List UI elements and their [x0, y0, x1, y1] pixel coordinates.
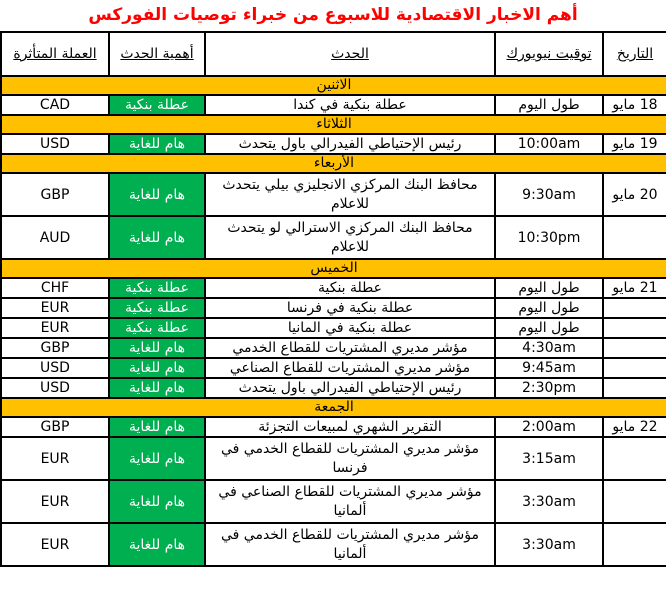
event-cell: عطلة بنكية في فرنسا [205, 298, 495, 318]
date-cell [603, 216, 666, 259]
time-cell: 10:30pm [495, 216, 603, 259]
currency-cell: CHF [1, 278, 109, 298]
date-cell [603, 338, 666, 358]
date-cell [603, 318, 666, 338]
currency-cell: AUD [1, 216, 109, 259]
time-cell: 4:30am [495, 338, 603, 358]
currency-cell: GBP [1, 173, 109, 216]
day-label: الأربعاء [1, 154, 666, 173]
header-row [1, 32, 666, 76]
time-cell: 9:45am [495, 358, 603, 378]
table-row [1, 437, 666, 480]
day-row [1, 259, 666, 278]
event-cell: عطلة بنكية في كندا [205, 95, 495, 115]
importance-badge: هام للغاية [109, 338, 205, 358]
table-row [1, 216, 666, 259]
time-cell: طول اليوم [495, 95, 603, 115]
page-title: أهم الاخبار الاقتصادية للاسبوع من خبراء توصيات الفوركس [88, 5, 578, 25]
date-cell [603, 437, 666, 480]
event-cell: التقرير الشهري لمبيعات التجزئة [205, 417, 495, 437]
date-cell [603, 358, 666, 378]
header-ny-time: توقيت نيويورك [495, 32, 603, 76]
day-label: الثلاثاء [1, 115, 666, 134]
event-cell: مؤشر مديري المشتريات للقطاع الصناعي في ألمانيا [205, 480, 495, 523]
importance-badge: هام للغاية [109, 417, 205, 437]
day-row [1, 398, 666, 417]
currency-cell: USD [1, 358, 109, 378]
event-cell: رئيس الإحتياطي الفيدرالي باول يتحدث [205, 378, 495, 398]
currency-cell: CAD [1, 95, 109, 115]
time-cell: 2:30pm [495, 378, 603, 398]
economic-calendar-table [0, 31, 666, 567]
table-row [1, 278, 666, 298]
importance-badge: هام للغاية [109, 173, 205, 216]
currency-cell: EUR [1, 437, 109, 480]
day-label: الاثنين [1, 76, 666, 95]
date-cell: 21 مايو [603, 278, 666, 298]
time-cell: طول اليوم [495, 318, 603, 338]
currency-cell: EUR [1, 298, 109, 318]
date-cell: 18 مايو [603, 95, 666, 115]
event-cell: مؤشر مديري المشتريات للقطاع الخدمي في فرنسا [205, 437, 495, 480]
currency-cell: USD [1, 134, 109, 154]
importance-badge: هام للغاية [109, 216, 205, 259]
currency-cell: EUR [1, 318, 109, 338]
importance-badge: عطلة بنكية [109, 318, 205, 338]
importance-badge: عطلة بنكية [109, 95, 205, 115]
header-date: التاريخ [603, 32, 666, 76]
importance-badge: هام للغاية [109, 358, 205, 378]
table-body [1, 76, 666, 566]
time-cell: طول اليوم [495, 298, 603, 318]
event-cell: مؤشر مديري المشتريات للقطاع الصناعي [205, 358, 495, 378]
day-row [1, 115, 666, 134]
date-cell [603, 523, 666, 566]
date-cell: 22 مايو [603, 417, 666, 437]
currency-cell: USD [1, 378, 109, 398]
time-cell: 3:30am [495, 480, 603, 523]
table-row [1, 523, 666, 566]
event-cell: محافظ البنك المركزي الاسترالي لو يتحدث للاعلام [205, 216, 495, 259]
event-cell: مؤشر مديري المشتريات للقطاع الخدمي [205, 338, 495, 358]
date-cell [603, 298, 666, 318]
event-cell: محافظ البنك المركزي الانجليزي بيلي يتحدث للاعلام [205, 173, 495, 216]
header-event: الحدث [205, 32, 495, 76]
time-cell: 9:30am [495, 173, 603, 216]
date-cell [603, 480, 666, 523]
currency-cell: EUR [1, 480, 109, 523]
importance-badge: عطلة بنكية [109, 278, 205, 298]
table-row [1, 358, 666, 378]
importance-badge: هام للغاية [109, 378, 205, 398]
currency-cell: GBP [1, 417, 109, 437]
currency-cell: EUR [1, 523, 109, 566]
day-row [1, 154, 666, 173]
day-label: الخميس [1, 259, 666, 278]
day-row [1, 76, 666, 95]
importance-badge: عطلة بنكية [109, 298, 205, 318]
table-row [1, 134, 666, 154]
event-cell: مؤشر مديري المشتريات للقطاع الخدمي في ألمانيا [205, 523, 495, 566]
importance-badge: هام للغاية [109, 437, 205, 480]
table-row [1, 173, 666, 216]
date-cell: 19 مايو [603, 134, 666, 154]
event-cell: عطلة بنكية [205, 278, 495, 298]
table-row [1, 338, 666, 358]
table-row [1, 378, 666, 398]
time-cell: 2:00am [495, 417, 603, 437]
time-cell: طول اليوم [495, 278, 603, 298]
date-cell: 20 مايو [603, 173, 666, 216]
time-cell: 3:30am [495, 523, 603, 566]
importance-badge: هام للغاية [109, 480, 205, 523]
event-cell: عطلة بنكية في المانيا [205, 318, 495, 338]
importance-badge: هام للغاية [109, 134, 205, 154]
day-label: الجمعة [1, 398, 666, 417]
event-cell: رئيس الإحتياطي الفيدرالي باول يتحدث [205, 134, 495, 154]
table-row [1, 318, 666, 338]
table-row [1, 298, 666, 318]
importance-badge: هام للغاية [109, 523, 205, 566]
table-row [1, 480, 666, 523]
date-cell [603, 378, 666, 398]
table-row [1, 417, 666, 437]
currency-cell: GBP [1, 338, 109, 358]
time-cell: 10:00am [495, 134, 603, 154]
time-cell: 3:15am [495, 437, 603, 480]
header-currency: العملة المتأثرة [1, 32, 109, 76]
table-row [1, 95, 666, 115]
header-importance: أهمية الحدث [109, 32, 205, 76]
